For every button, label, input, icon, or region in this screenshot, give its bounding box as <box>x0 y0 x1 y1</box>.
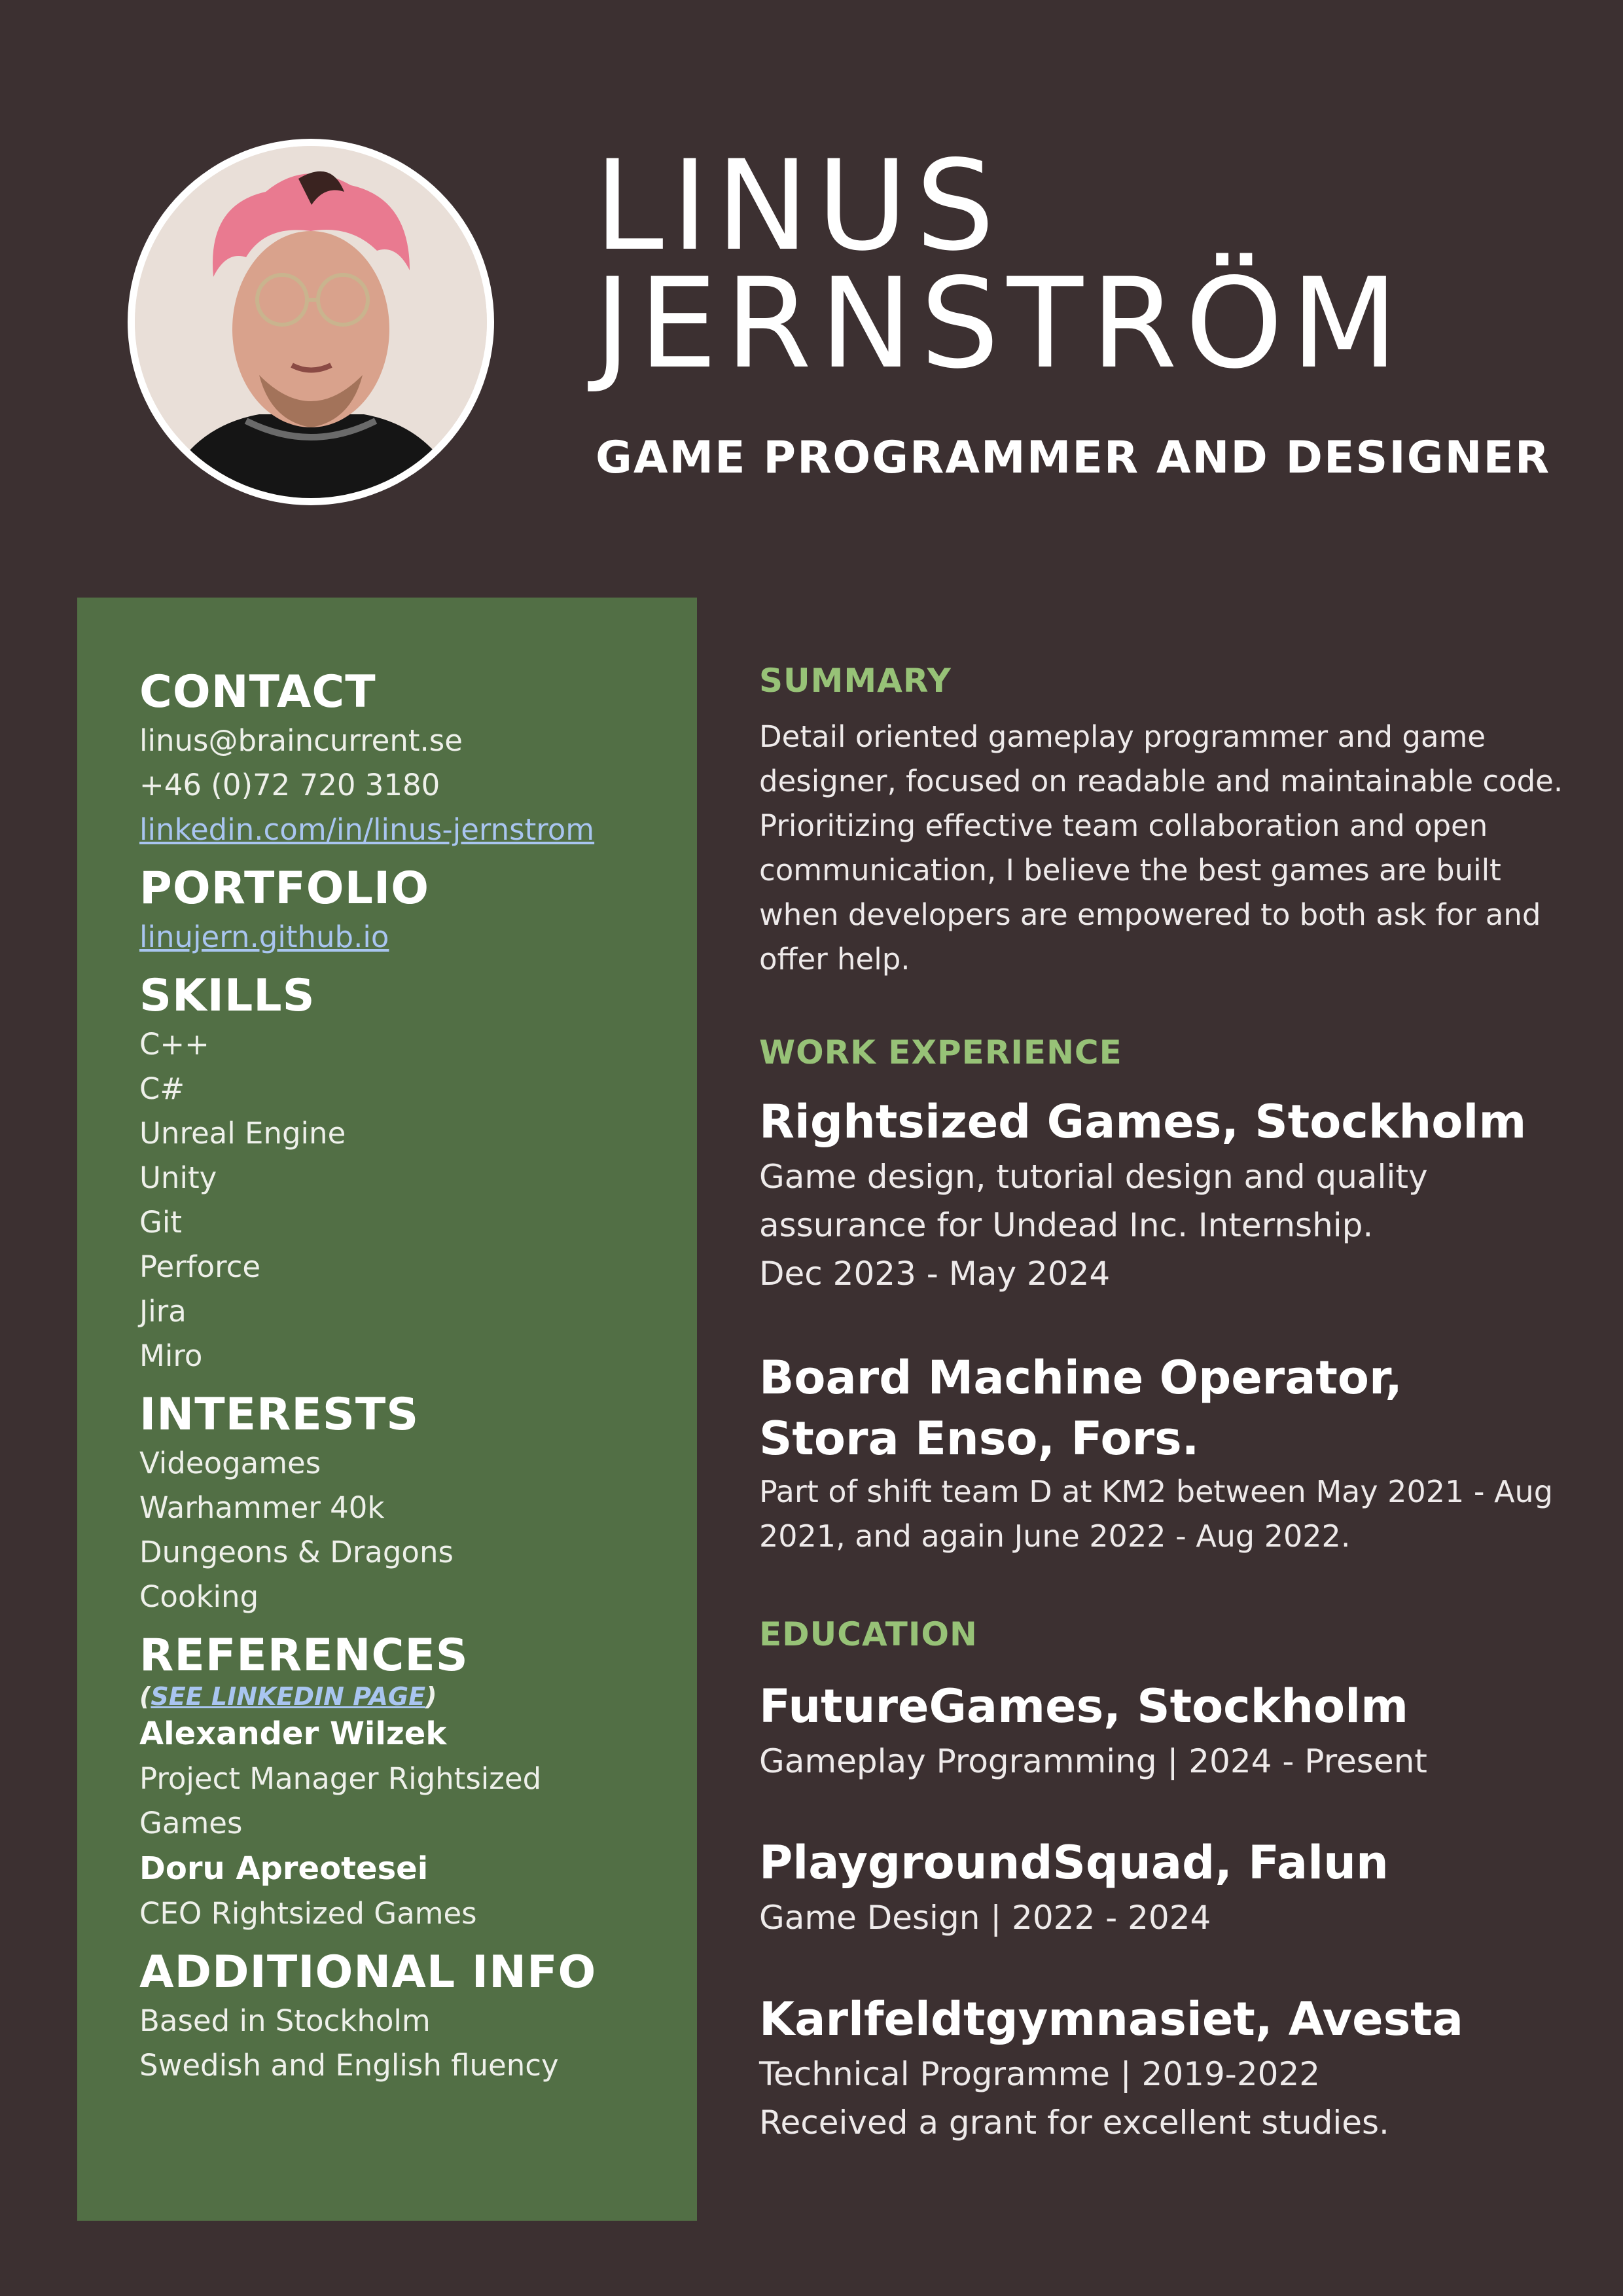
job-title: Rightsized Games, Stockholm <box>759 1095 1527 1149</box>
interest-item: Cooking <box>139 1579 259 1614</box>
reference-role: Project Manager Rightsized <box>139 1761 542 1796</box>
main-content <box>759 661 1564 2147</box>
interest-item: Dungeons & Dragons <box>139 1535 454 1570</box>
email-text[interactable]: linus@braincurrent.se <box>139 723 463 758</box>
education-entry <box>759 1676 1564 1785</box>
portfolio-heading: PORTFOLIO <box>139 863 430 914</box>
job-title: GAME PROGRAMMER AND DESIGNER <box>596 432 1551 484</box>
portrait-image <box>135 146 487 498</box>
school-name: PlaygroundSquad, Falun <box>759 1836 1389 1890</box>
reference-role: Games <box>139 1806 243 1840</box>
contact-heading: CONTACT <box>139 666 376 718</box>
skill-item: Unreal Engine <box>139 1116 346 1151</box>
portfolio-link[interactable]: linujern.github.io <box>139 920 389 954</box>
reference-name: Doru Apreotesei <box>139 1850 429 1887</box>
summary-heading: SUMMARY <box>759 662 952 700</box>
education-detail: Game Design | 2022 - 2024 <box>759 1899 1211 1937</box>
skill-item: Unity <box>139 1160 217 1195</box>
school-name: Karlfeldtgymnasiet, Avesta <box>759 1992 1463 2046</box>
linkedin-link[interactable]: linkedin.com/in/linus-jernstrom <box>139 812 595 847</box>
school-name: FutureGames, Stockholm <box>759 1679 1409 1733</box>
interests-heading: INTERESTS <box>139 1389 419 1441</box>
job-dates: Dec 2023 - May 2024 <box>759 1255 1111 1293</box>
references-heading: REFERENCES <box>139 1630 469 1681</box>
skill-item: C++ <box>139 1027 209 1062</box>
phone-text[interactable]: +46 (0)72 720 3180 <box>139 768 440 802</box>
references-linkedin-link[interactable]: SEE LINKEDIN PAGE <box>151 1682 426 1711</box>
additional-item: Swedish and English fluency <box>139 2048 559 2083</box>
reference-name: Alexander Wilzek <box>139 1715 447 1752</box>
education-entry <box>759 1989 1564 2147</box>
skills-heading: SKILLS <box>139 970 315 1022</box>
interest-item: Warhammer 40k <box>139 1490 385 1525</box>
job-entry <box>759 1092 1564 1298</box>
education-detail: Gameplay Programming | 2024 - Present <box>759 1742 1427 1780</box>
skill-item: Jira <box>139 1294 187 1329</box>
skill-item: Perforce <box>139 1249 261 1284</box>
skill-item: C# <box>139 1071 185 1106</box>
job-description: Game design, tutorial design and quality assurance for Undead Inc. Internship. <box>759 1158 1428 1244</box>
skill-item: Git <box>139 1205 183 1240</box>
education-heading: EDUCATION <box>759 1615 978 1653</box>
last-name: JERNSTRÖM <box>594 251 1406 396</box>
education-detail: Technical Programme | 2019-2022 <box>759 2055 1321 2093</box>
first-name: LINUS <box>594 134 1003 278</box>
job-entry <box>759 1348 1564 1558</box>
additional-item: Based in Stockholm <box>139 2003 431 2038</box>
reference-role: CEO Rightsized Games <box>139 1896 477 1931</box>
additional-info-heading: ADDITIONAL INFO <box>139 1946 597 1998</box>
sidebar <box>77 598 697 2221</box>
profile-photo <box>128 139 494 505</box>
job-title: Board Machine Operator, <box>759 1351 1402 1405</box>
interest-item: Videogames <box>139 1446 321 1480</box>
job-title: Stora Enso, Fors. <box>759 1412 1200 1465</box>
education-note: Received a grant for excellent studies. <box>759 2104 1389 2142</box>
person-name <box>594 134 1576 396</box>
education-entry <box>759 1833 1564 1942</box>
work-experience-heading: WORK EXPERIENCE <box>759 1033 1122 1071</box>
job-description: Part of shift team D at KM2 between May 2021 - Aug 2021, and again June 2022 - Aug 2022. <box>759 1474 1553 1554</box>
summary-text: Detail oriented gameplay programmer and game designer, focused on readable and maintainable code. Prioritizing effective team collaboration and open communication, I believe the best games are built when developers are empowered to both ask for and offer help. <box>759 719 1563 977</box>
references-note: (SEE LINKEDIN PAGE) <box>139 1682 437 1711</box>
skill-item: Miro <box>139 1338 203 1373</box>
